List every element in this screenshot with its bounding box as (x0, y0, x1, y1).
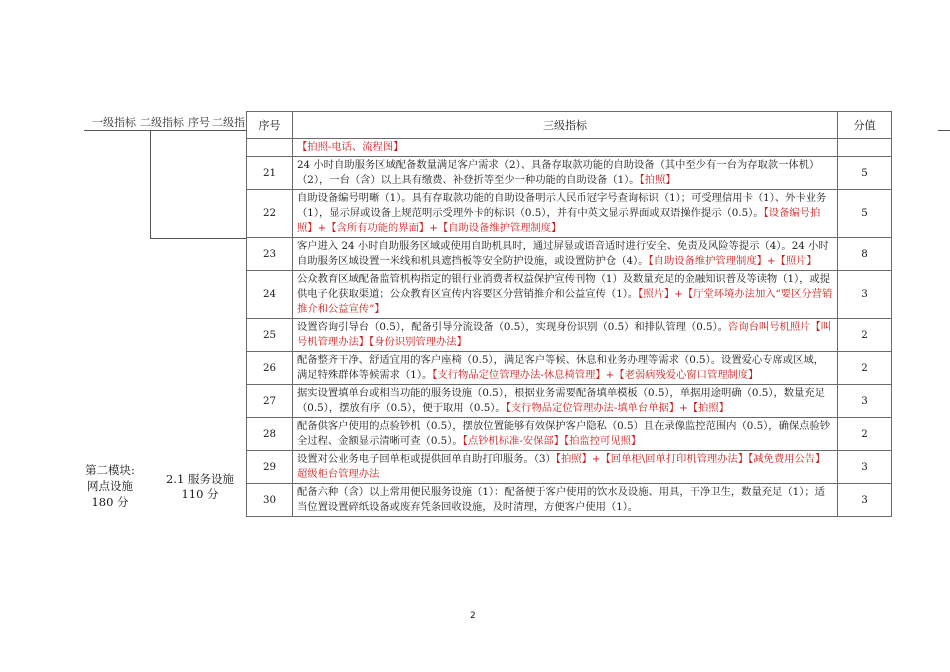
row-indicator (293, 385, 838, 418)
indicator-text: 配备六种（含）以上常用便民服务设施（1）：配备便于客户使用的饮水及设施、用具，干净卫生，数量充足（1）；适当位置设置碎纸设备或废弃凭条回收设施，及时清理，方便客户使用（1）。 (297, 486, 825, 513)
row-seq: 26 (247, 352, 293, 385)
row-seq: 25 (247, 319, 293, 352)
module-label-line3: 180 分 (91, 495, 129, 509)
fragment-text: 【拍照-电话、流程图】 (293, 139, 838, 157)
indicator-text: 据实设置填单台或相当功能的服务设施（0.5），根据业务需要配备填单模板（0.5），单据用途明确（0.5），数量充足（0.5），摆放有序（0.5），便于取用（0.5）。 (297, 387, 825, 414)
bg-header-col1: 一级指标 (92, 116, 136, 129)
bg-header-col2: 二级指标 (140, 116, 184, 129)
module-label-line2: 网点设施 (87, 479, 133, 493)
row-score: 5 (838, 190, 892, 238)
table-row (247, 385, 892, 418)
table-row (247, 271, 892, 319)
module-label-line1: 第二模块: (85, 463, 135, 477)
table-row (247, 451, 892, 484)
evidence-note: 【照片】+【厅堂环境办法加入“要区分营销推介和公益宣传”】 (297, 288, 833, 315)
table-row (247, 157, 892, 190)
indicator-text: 自助设备编号明晰（1）。具有存取款功能的自助设备明示人民币冠字号查询标识（1）；可受理信用卡（1）、外卡业务（1），显示屏或设备上规范明示受理外卡的标识（0.5），并有中英文显示界面或双语操作提示（0.5）。 (297, 192, 827, 219)
fragment-score (838, 139, 892, 157)
row-indicator (293, 319, 838, 352)
row-indicator (293, 271, 838, 319)
row-seq: 30 (247, 484, 293, 517)
indicator-text: 设置对公业务电子回单柜或提供回单自助打印服务。（3） (297, 453, 556, 465)
row-indicator (293, 157, 838, 190)
module-label (78, 462, 142, 510)
indicator-text: 配备整齐干净、舒适宜用的客户座椅（0.5），满足客户等候、休息和业务办理等需求（0.5）。设置爱心专席或区域，满足特殊群体等候需求（1）。 (297, 354, 824, 381)
secondary-indicator-label (154, 472, 246, 502)
indicator-text: 公众教育区域配备监管机构指定的银行业消费者权益保护宣传刊物（1）及数量充足的金融知识普及等读物（1），或提供电子化获取渠道；公众教育区宣传内容要区分营销推介和公益宣传（1）。 (297, 273, 831, 300)
table-header-row (247, 112, 892, 139)
bg-header-col4: 二级指 (212, 116, 245, 129)
evidence-note: 咨询台叫号机照片【叫号机管理办法】【身份识别管理办法】 (297, 321, 832, 348)
page-number: 2 (470, 611, 476, 621)
table-row (247, 319, 892, 352)
row-score: 8 (838, 238, 892, 271)
evidence-note: 【设备编号拍照】+【含所有功能的界面】+【自助设备维护管理制度】 (297, 207, 821, 234)
table-row (247, 484, 892, 517)
row-indicator (293, 418, 838, 451)
row-indicator (293, 190, 838, 238)
row-score: 3 (838, 271, 892, 319)
indicator-text: 24 小时自助服务区域配备数量满足客户需求（2）、具备存取款功能的自助设备（其中至少有一台为存取款一体机）（2），一台（含）以上具有缴费、补登折等至少一种功能的自助设备（1）。 (297, 159, 820, 186)
indicator-text: 设置咨询引导台（0.5），配备引导分流设备（0.5），实现身份识别（0.5）和排队管理（0.5）。 (297, 321, 729, 333)
table-row (247, 190, 892, 238)
row-indicator (293, 484, 838, 517)
row-score: 3 (838, 484, 892, 517)
table-row (247, 238, 892, 271)
evidence-note: 【支行物品定位管理办法-休息椅管理】+【老弱病残爱心窗口管理制度】 (432, 369, 759, 381)
table-row (247, 418, 892, 451)
evidence-note: 【拍照】+【回单柜\回单打印机管理办法】【减免费用公告】超级柜台管理办法 (297, 453, 826, 480)
row-seq: 27 (247, 385, 293, 418)
bg-divider-bottom (150, 238, 246, 239)
row-indicator (293, 352, 838, 385)
row-seq: 29 (247, 451, 293, 484)
indicator-text: 配备供客户使用的点验钞机（0.5），摆放位置能够有效保护客户隐私（0.5）且在录像监控范围内（0.5），确保点验钞全过程、金额显示清晰可查（0.5）。 (297, 420, 831, 447)
table-row-fragment (247, 139, 892, 157)
bg-vertical-line (150, 131, 151, 239)
header-seq: 序号 (247, 112, 293, 139)
row-score: 2 (838, 418, 892, 451)
indicator-table-panel (246, 111, 938, 569)
row-score: 2 (838, 319, 892, 352)
row-score: 2 (838, 352, 892, 385)
header-indicator: 三级指标 (293, 112, 838, 139)
row-seq: 23 (247, 238, 293, 271)
evidence-note: 【支行物品定位管理办法-填单台单据】+【拍照】 (505, 402, 729, 414)
table-row (247, 352, 892, 385)
row-score: 3 (838, 385, 892, 418)
evidence-note: 【拍照】 (639, 174, 676, 186)
row-seq: 22 (247, 190, 293, 238)
indicator-table (246, 111, 892, 517)
secondary-indicator-line2: 110 分 (181, 487, 219, 501)
row-seq: 28 (247, 418, 293, 451)
indicator-text: 客户进入 24 小时自助服务区域或使用自助机具时，通过屏显或语音适时进行安全、免责及风险等提示（4）。24 小时自助服务区域设置一米线和机具遮挡板等安全防护设施，或设置防护仓（4）。 (297, 240, 829, 267)
evidence-note: 【自助设备维护管理制度】+【照片】 (648, 255, 817, 267)
row-indicator (293, 238, 838, 271)
row-seq: 21 (247, 157, 293, 190)
row-indicator (293, 451, 838, 484)
secondary-indicator-line1: 2.1 服务设施 (166, 472, 234, 486)
row-score: 5 (838, 157, 892, 190)
fragment-seq (247, 139, 293, 157)
row-seq: 24 (247, 271, 293, 319)
row-score: 3 (838, 451, 892, 484)
header-score: 分值 (838, 112, 892, 139)
bg-header-col3: 序号 (188, 116, 210, 129)
evidence-note: 【点钞机标准-安保部】【拍监控可见照】 (462, 435, 642, 447)
